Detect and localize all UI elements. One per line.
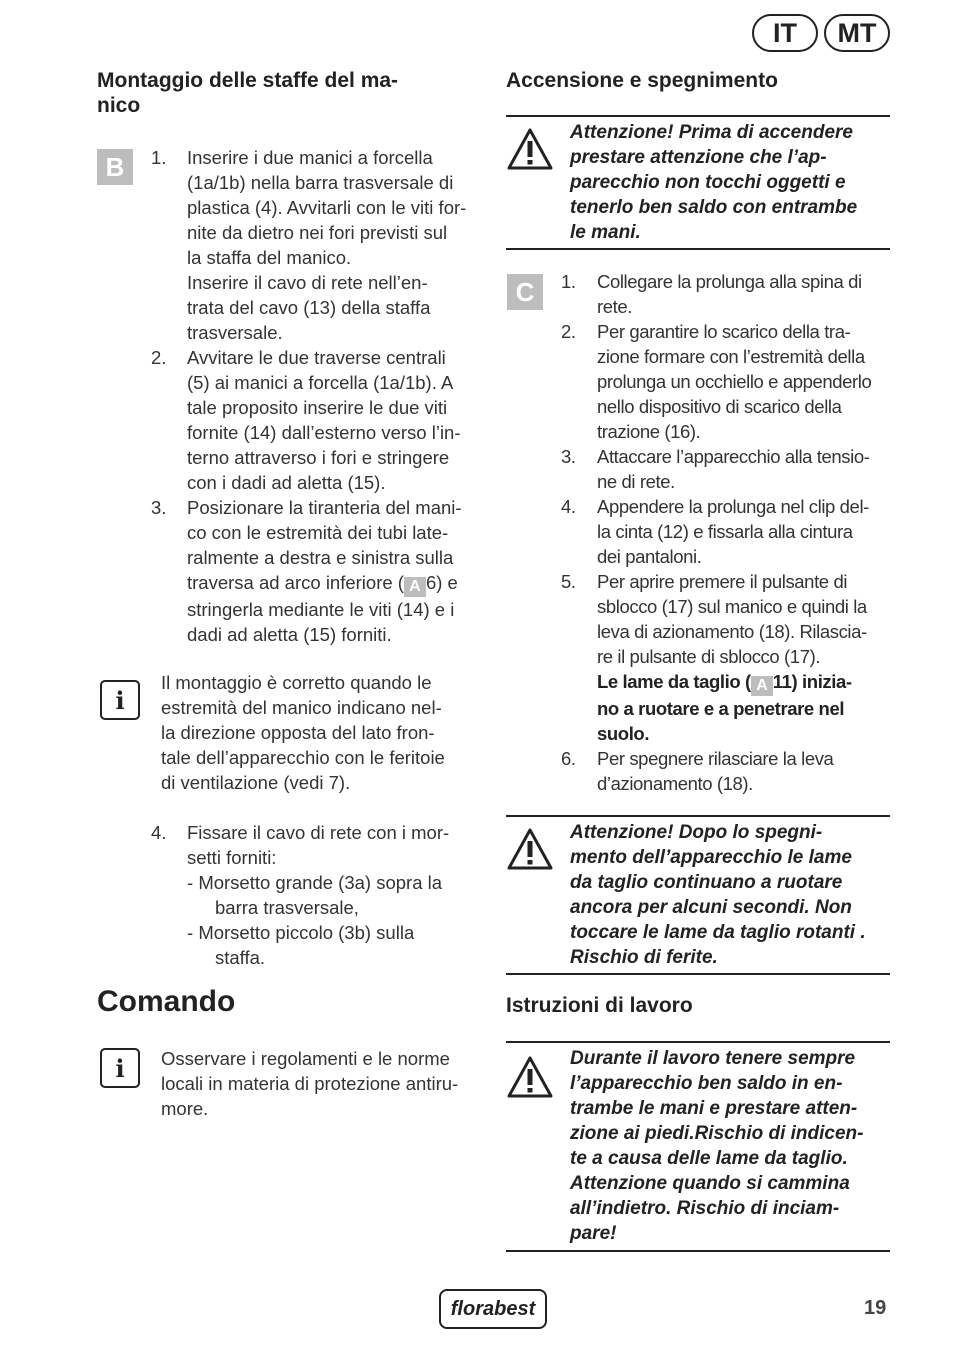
step-text: Le lame da taglio (: [597, 671, 751, 692]
figure-marker-b: B: [97, 149, 133, 185]
warning-box-start: [506, 115, 890, 250]
note-line: tale dell’apparecchio con le feritoie: [161, 747, 445, 768]
warning-line: mento dell’apparecchio le lame: [570, 847, 852, 868]
warning-line: pare!: [570, 1223, 617, 1244]
warning-triangle-icon: [506, 1055, 554, 1099]
step-line: nite da dietro nei fori previsti sul: [187, 222, 448, 243]
warning-line: Rischio di ferite.: [570, 947, 718, 968]
step-line: Inserire i due manici a forcella: [187, 147, 433, 168]
step-line: re il pulsante di sblocco (17).: [597, 646, 821, 667]
warning-line: le mani.: [570, 222, 641, 243]
sub-text: barra trasversale,: [215, 897, 359, 918]
warning-line: da taglio continuano a ruotare: [570, 872, 843, 893]
step-line: fornite (14) dall’esterno verso l’in-: [187, 422, 461, 443]
warning-triangle-icon: [506, 127, 554, 171]
figure-marker-c: C: [507, 274, 543, 310]
figure-ref-a: A: [404, 577, 426, 597]
sub-text: Morsetto grande (3a) sopra la: [198, 872, 443, 893]
step-line: Inserire il cavo di rete nell’en-: [187, 272, 428, 293]
heading-comando: Comando: [97, 985, 236, 1018]
step-line: dei pantaloni.: [597, 546, 702, 567]
warning-line: te a causa delle lame da taglio.: [570, 1148, 848, 1169]
step-line: Per aprire premere il pulsante di: [597, 571, 848, 592]
step-number: 1.: [561, 271, 576, 292]
step-line: trata del cavo (13) della staffa: [187, 297, 431, 318]
list-item: [561, 444, 894, 494]
sub-text: Morsetto piccolo (3b) sulla: [198, 922, 415, 943]
step-number: 6.: [561, 748, 576, 769]
florabest-logo: florabest: [439, 1289, 547, 1329]
sub-item: [187, 870, 486, 920]
sub-item: [187, 920, 486, 970]
step-line: trasversale.: [187, 322, 283, 343]
warning-line: Attenzione quando si cammina: [570, 1173, 850, 1194]
step-line: zione formare con l’estremità della: [597, 346, 865, 367]
list-item: [561, 569, 894, 746]
step-line: Fissare il cavo di rete con i mor-: [187, 822, 450, 843]
heading-istruzioni: Istruzioni di lavoro: [506, 994, 693, 1017]
note-line: Il montaggio è corretto quando le: [161, 672, 432, 693]
step-line: [187, 570, 486, 597]
step-text: 11) inizia-: [772, 671, 852, 692]
step-line: nello dispositivo di scarico della: [597, 396, 842, 417]
step-line: Appendere la prolunga nel clip del-: [597, 496, 869, 517]
step-line: Per garantire lo scarico della tra-: [597, 321, 851, 342]
note-line: more.: [161, 1098, 209, 1119]
warning-box-stop: [506, 815, 890, 975]
step-line: Attaccare l’apparecchio alla tensio-: [597, 446, 870, 467]
step-number: 4.: [151, 822, 167, 843]
step-line: Per spegnere rilasciare la leva: [597, 748, 834, 769]
step-line: co con le estremità dei tubi late-: [187, 522, 449, 543]
step-line: trazione (16).: [597, 421, 701, 442]
warning-text: [570, 820, 894, 970]
heading-accensione: Accensione e spegnimento: [506, 69, 778, 92]
list-item: [561, 746, 894, 796]
warning-line: toccare le lame da taglio rotanti .: [570, 922, 866, 943]
assembly-steps-list: [151, 145, 486, 647]
warning-line: parecchio non tocchi oggetti e: [570, 172, 846, 193]
info-note-assembly: [161, 670, 491, 795]
step-text: 6) e: [425, 572, 458, 593]
warning-box-work: [506, 1041, 890, 1252]
step-line: dadi ad aletta (15) forniti.: [187, 624, 392, 645]
sub-dash: -: [187, 922, 194, 943]
step-line: (1a/1b) nella barra trasversale di: [187, 172, 454, 193]
step-number: 4.: [561, 496, 576, 517]
warning-line: tenerlo ben saldo con entrambe: [570, 197, 858, 218]
step-line: terno attraverso i fori e stringere: [187, 447, 450, 468]
step-line: Avvitare le due traverse centrali: [187, 347, 446, 368]
step-number: 5.: [561, 571, 576, 592]
note-line: estremità del manico indicano nel-: [161, 697, 442, 718]
warning-triangle-icon: [506, 827, 554, 871]
heading-line: nico: [97, 94, 141, 117]
list-item: [151, 145, 486, 345]
step-line: (5) ai manici a forcella (1a/1b). A: [187, 372, 454, 393]
step-line: ne di rete.: [597, 471, 675, 492]
step-number: 1.: [151, 147, 167, 168]
note-line: Osservare i regolamenti e le norme: [161, 1048, 450, 1069]
step-line: con i dadi ad aletta (15).: [187, 472, 386, 493]
warning-line: Durante il lavoro tenere sempre: [570, 1048, 856, 1069]
step-line: stringerla mediante le viti (14) e i: [187, 599, 455, 620]
warning-line: Attenzione! Prima di accendere: [570, 122, 853, 143]
step-number: 2.: [151, 347, 167, 368]
step-number: 2.: [561, 321, 576, 342]
info-note-noise: [161, 1046, 491, 1121]
step-number: 3.: [151, 497, 167, 518]
list-item: [561, 269, 894, 319]
info-icon: i: [100, 1048, 140, 1088]
step-line: Posizionare la tiranteria del mani-: [187, 497, 462, 518]
step-line-bold: suolo.: [597, 723, 650, 744]
step-line: tale proposito inserire le due viti: [187, 397, 448, 418]
step-line: la cinta (12) e fissarla alla cintura: [597, 521, 853, 542]
warning-line: l’apparecchio ben saldo in en-: [570, 1073, 843, 1094]
operation-steps-list: [561, 269, 894, 796]
language-badge-it: IT: [752, 14, 818, 52]
step-line: Collegare la prolunga alla spina di: [597, 271, 862, 292]
note-line: locali in materia di protezione antiru-: [161, 1073, 459, 1094]
warning-line: all’indietro. Rischio di inciam-: [570, 1198, 840, 1219]
step-line: prolunga un occhiello e appenderlo: [597, 371, 872, 392]
heading-montaggio: [97, 68, 477, 118]
warning-line: Attenzione! Dopo lo spegni-: [570, 822, 823, 843]
step-4: [151, 820, 486, 970]
list-item: [151, 495, 486, 647]
step-line: la staffa del manico.: [187, 247, 352, 268]
page-number: 19: [864, 1297, 887, 1319]
step-line-bold: no a ruotare e a penetrare nel: [597, 698, 845, 719]
sub-dash: -: [187, 872, 194, 893]
step-number: 3.: [561, 446, 576, 467]
sub-text: staffa.: [215, 947, 266, 968]
step-line-bold: [597, 669, 894, 696]
step-line: ralmente a destra e sinistra sulla: [187, 547, 454, 568]
step-line: plastica (4). Avvitarli con le viti for-: [187, 197, 467, 218]
list-item: [151, 345, 486, 495]
warning-line: zione ai piedi.Rischio di indicen-: [570, 1123, 864, 1144]
figure-ref-a: A: [751, 676, 773, 696]
warning-line: ancora per alcuni secondi. Non: [570, 897, 852, 918]
warning-text: [570, 120, 890, 245]
step-line: sblocco (17) sul manico e quindi la: [597, 596, 867, 617]
step-text: traversa ad arco inferiore (: [187, 572, 404, 593]
step-line: d’azionamento (18).: [597, 773, 753, 794]
list-item: [561, 494, 894, 569]
warning-line: prestare attenzione che l’ap-: [570, 147, 827, 168]
heading-line: Montaggio delle staffe del ma-: [97, 69, 399, 92]
language-badge-mt: MT: [824, 14, 890, 52]
note-line: la direzione opposta del lato fron-: [161, 722, 435, 743]
warning-text: [570, 1046, 892, 1246]
info-icon: i: [100, 680, 140, 720]
list-item: [561, 319, 894, 444]
step-line: leva di azionamento (18). Rilascia-: [597, 621, 867, 642]
note-line: di ventilazione (vedi 7).: [161, 772, 351, 793]
step-line: setti forniti:: [187, 847, 277, 868]
step-line: rete.: [597, 296, 633, 317]
warning-line: trambe le mani e prestare atten-: [570, 1098, 858, 1119]
